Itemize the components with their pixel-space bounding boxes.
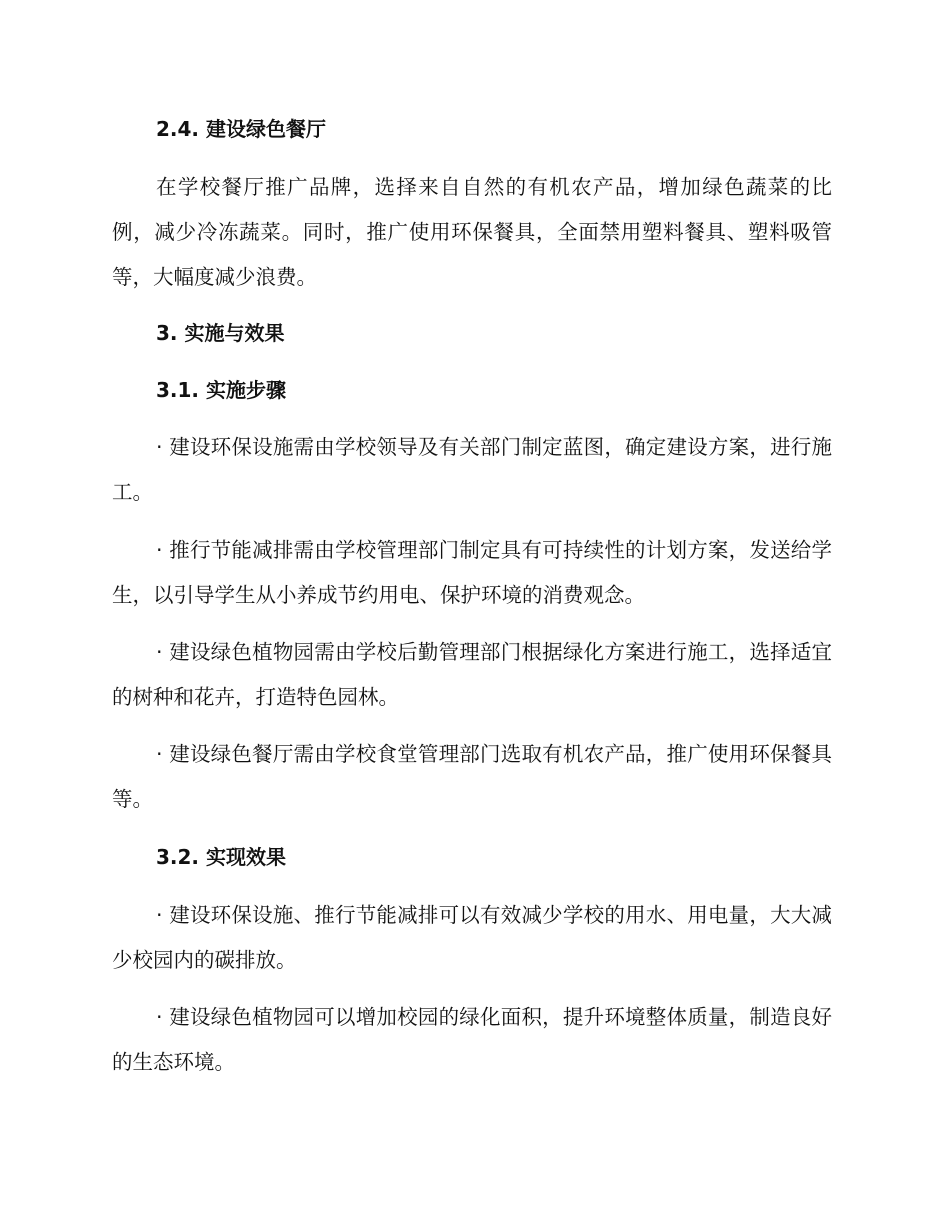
- section-heading-2-4: 2.4. 建设绿色餐厅: [156, 117, 326, 141]
- section-heading-3-1: 3.1. 实施步骤: [156, 378, 286, 402]
- section-heading-3: 3. 实施与效果: [156, 321, 285, 345]
- list-item: · 建设绿色餐厅需由学校食堂管理部门选取有机农产品，推广使用环保餐具等。: [112, 742, 832, 811]
- section-heading-3-2: 3.2. 实现效果: [156, 845, 286, 869]
- list-item: · 建设环保设施、推行节能减排可以有效减少学校的用水、用电量，大大减少校园内的碳排放。: [112, 903, 832, 972]
- section-2-4-paragraph: 在学校餐厅推广品牌，选择来自自然的有机农产品，增加绿色蔬菜的比例，减少冷冻蔬菜。同时，推广使用环保餐具，全面禁用塑料餐具、塑料吸管等，大幅度减少浪费。: [112, 175, 832, 289]
- list-item: · 建设环保设施需由学校领导及有关部门制定蓝图，确定建设方案，进行施工。: [112, 435, 832, 504]
- list-item: · 推行节能减排需由学校管理部门制定具有可持续性的计划方案，发送给学生，以引导学生从小养成节约用电、保护环境的消费观念。: [112, 538, 832, 607]
- list-item: · 建设绿色植物园可以增加校园的绿化面积，提升环境整体质量，制造良好的生态环境。: [112, 1005, 832, 1074]
- list-item: · 建设绿色植物园需由学校后勤管理部门根据绿化方案进行施工，选择适宜的树种和花卉，打造特色园林。: [112, 640, 832, 709]
